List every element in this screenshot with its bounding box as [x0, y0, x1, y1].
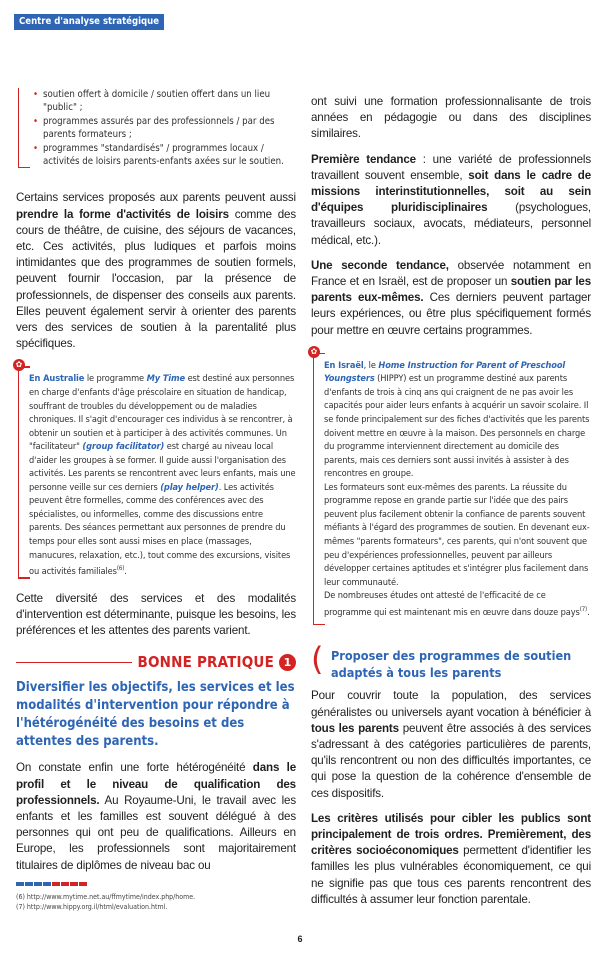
example-box-australia: ✿ En Australie le programme My Time est destiné aux personnes en charge d'enfants d'âge préscolaire en situation de handicap, souffrant de troubles du développement ou de maladies chroniques. Il s'agit d'encourager ces individus à se rencontrer, à obtenir un soutien et à participer à des activités communes. Un "facilitateur" (group facilitator) est chargé au niveau local d'aider les groupes à se former. Il guide aussi l'organisation des activités. Les parents se rencontrent avec leurs enfants, mais une personne veille sur ces derniers (play helper). Les activités peuvent être formelles, comme des conférences avec des spécialistes, ou informelles, comme des discussions entre parents. Des séances permettant aux personnes de prendre du temps pour elles sont aussi mises en place (massages, manucures, relaxation, etc.), tout comme des excursions, visites ou activités familiales$^{(6)}$. [18, 366, 296, 578]
good-practice-number: 1 [279, 654, 296, 671]
list-item: • programmes "standardisés" / programmes locaux / activités de loisirs parents-enfants axées sur le soutien. [33, 142, 296, 169]
section-heading: ( Proposer des programmes de soutien adaptés à tous les parents [311, 640, 572, 681]
example-marker-icon: ✿ [308, 346, 320, 358]
list-item: • soutien offert à domicile / soutien offert dans un lieu "public" ; [33, 88, 296, 115]
good-practice-subtitle: Diversifier les objectifs, les services et les modalités d'intervention pour répondre à l'hétérogénéité des besoins et des attentes des parents. [16, 680, 295, 750]
paragraph: Première tendance : une variété de professionnels travaillent souvent ensemble, soit dans le cadre de missions interinstitutionnelles, soit au sein d'équipes pluridisciplinaires (psychologues, travailleurs sociaux, avocats, médiateurs, personnel médical, etc.). [311, 152, 592, 247]
publisher-tag: Centre d'analyse stratégique [14, 14, 164, 30]
paragraph: Une seconde tendance, observée notamment en France et en Israël, est de proposer un soutien par les parents eux-mêmes. Ces derniers peuvent partager leurs expériences, ou être plus spécifiquement formés pour mettre en œuvre certains programmes. [311, 258, 591, 337]
example-box-israel: ✿ En Israël, le Home Instruction for Parent of Preschool Youngsters (HIPPY) est un programme destiné aux parents d'enfants de trois à cinq ans qui craignent de ne pas avoir les capacités pour aider leurs enfants à acquérir un savoir scolaire. Il se fonde principalement sur des fiches d'activités que les parents doivent mettre en œuvre à la maison. Des personnels en charge du programme interviennent directement au domicile des parents, mais ces derniers sont aussi invités à assister à des rencontres en groupe. Les formateurs sont eux-mêmes des parents. La réussite du programme repose en grande partie sur l'idée que des pairs peuvent plus facilement obtenir la confiance de parents souvent méfiants à l'égard des programmes de soutien. En devenant eux-mêmes "parents formateurs", ces parents, qui n'ont souvent que peu d'expériences professionnelles, peuvent par ailleurs développer certaines aptitudes et s'intégrer plus facilement dans leur communauté. De nombreuses études ont attesté de l'efficacité de ce programme qui est maintenant mis en œuvre dans douze pays$^{(7)}$. [313, 353, 591, 625]
paragraph: Certains services proposés aux parents peuvent aussi prendre la forme d'activités de loisirs comme des cours de théâtre, de cuisine, des séjours de vacances, etc. Ces activités, plus ludiques et parfois moins intimidantes que des programmes de soutien formels, peuvent fournir l'occasion, par la présence de professionnels, de dispenser des conseils aux parents. Elles peuvent également servir à orienter des parents vers des services de soutien à la parentalité plus spécifiques. [16, 191, 296, 351]
paragraph: Cette diversité des services et des modalités d'intervention est déterminante, puisque les besoins, les préférences et les attentes des parents varient. [16, 591, 296, 638]
example-marker-icon: ✿ [13, 359, 25, 371]
right-column [311, 94, 591, 917]
page-number: 6 [297, 934, 303, 944]
footnote: (7) http://www.hippy.org.il/html/evaluation.html. [16, 903, 168, 911]
bracket-icon: ( [311, 640, 324, 679]
good-practice-header [16, 653, 296, 671]
footnotes [16, 892, 195, 912]
list-item: • programmes assurés par des professionnels / par des parents formateurs ; [33, 115, 296, 142]
paragraph: On constate enfin une forte hétérogénéité dans le profil et le niveau de qualification des professionnels. Au Royaume-Uni, le travail avec les enfants et les familles est souvent délégué à des personnes qui ont peu de qualifications. Ailleurs en Europe, les professionnels sont majoritairement titulaires de diplômes de niveau bac ou [16, 761, 296, 872]
paragraph: Les critères utilisés pour cibler les publics sont principalement de trois ordres. Premièrement, des critères socioéconomiques permettent d'identifier les familles les plus vulnérables économiquement, ce qui ne signifie pas que tous ces parents rencontrent des difficultés à assumer leur fonction parentale. [311, 811, 591, 906]
paragraph: ont suivi une formation professionnalisante de trois années en pédagogie ou dans des disciplines similaires. [311, 95, 591, 141]
left-column [16, 88, 296, 883]
good-practice-title: BONNE PRATIQUE [137, 653, 274, 672]
footnote-divider [16, 882, 87, 886]
paragraph: Pour couvrir toute la population, des services généralistes ou universels ayant vocation à bénéficier à tous les parents peuvent être associés à des services s'adressant à des catégories particulières de parents, qu'ils rencontrent ou non des difficultés importantes, ce qui pose la question de la cohérence d'ensemble de ces dispositifs. [311, 689, 592, 800]
modality-list [18, 88, 296, 168]
footnote: (6) http://www.mytime.net.au/ffmytime/index.php/home. [16, 893, 196, 901]
